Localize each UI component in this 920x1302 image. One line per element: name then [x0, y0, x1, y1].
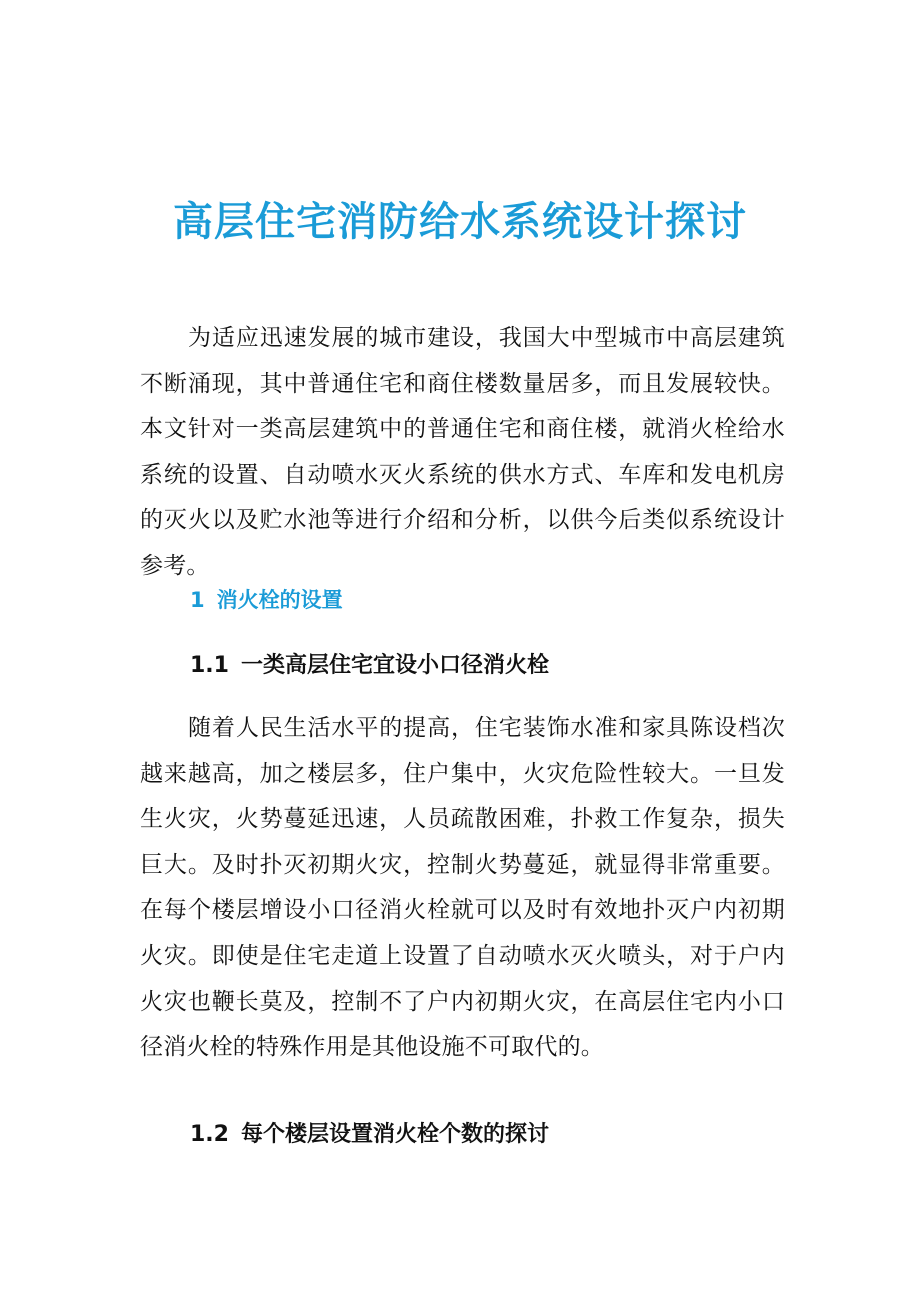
subsection-heading-1-1: [190, 645, 549, 686]
subsection-number: 1.1: [190, 653, 229, 678]
section-heading-1: [190, 580, 343, 620]
section-number: 1: [190, 588, 205, 612]
section-title: 消火栓的设置: [216, 588, 343, 612]
subsection-heading-1-2: [190, 1114, 549, 1155]
subsection-1-1-paragraph: 随着人民生活水平的提高，住宅装饰水准和家具陈设档次越来越高，加之楼层多，住户集中，火灾危险性较大。一旦发生火灾，火势蔓延迅速，人员疏散困难，扑救工作复杂，损失巨大。及时扑灭初期火灾，控制火势蔓延，就显得非常重要。在每个楼层增设小口径消火栓就可以及时有效地扑灭户内初期火灾。即使是住宅走道上设置了自动喷水灭火喷头，对于户内火灾也鞭长莫及，控制不了户内初期火灾，在高层住宅内小口径消火栓的特殊作用是其他设施不可取代的。: [140, 715, 785, 1061]
intro-paragraph: 为适应迅速发展的城市建设，我国大中型城市中高层建筑不断涌现，其中普通住宅和商住楼数量居多，而且发展较快。本文针对一类高层建筑中的普通住宅和商住楼，就消火栓给水系统的设置、自动喷水灭火系统的供水方式、车库和发电机房的灭火以及贮水池等进行介绍和分析，以供今后类似系统设计参考。: [140, 325, 785, 579]
subsection-number: 1.2: [190, 1122, 229, 1147]
subsection-title: 一类高层住宅宜设小口径消火栓: [240, 652, 549, 678]
subsection-title: 每个楼层设置消火栓个数的探讨: [240, 1121, 549, 1147]
document-title: 高层住宅消防给水系统设计探讨: [173, 199, 747, 245]
